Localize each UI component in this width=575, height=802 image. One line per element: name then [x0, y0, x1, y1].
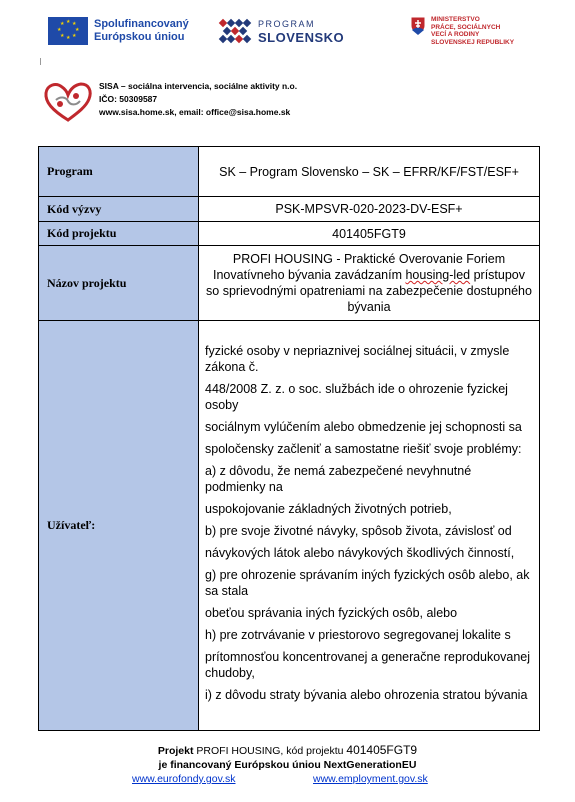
list-item: h) pre zotrvávanie v priestorovo segregovanej lokalite s — [205, 627, 511, 642]
eu-logo — [48, 17, 189, 45]
list-item: uspokojovanie základných životných potrieb, — [205, 501, 452, 516]
project-name-spellcheck-word: housing-led — [405, 268, 471, 282]
list-item: sociálnym vylúčením alebo obmedzenie jej schopnosti sa — [205, 419, 522, 434]
ministry-name: MINISTERSTVO PRÁCE, SOCIÁLNYCH VECÍ A RODINY SLOVENSKEJ REPUBLIKY — [431, 16, 515, 46]
organization-contact: www.sisa.home.sk, email: office@sisa.home.sk — [99, 107, 291, 117]
project-name-line4: bývania — [347, 300, 391, 314]
slovak-coat-of-arms-icon — [410, 16, 426, 36]
project-name-line2 — [199, 267, 539, 283]
list-item: 448/2008 Z. z. o soc. službách ide o ohrozenie fyzickej osoby — [205, 381, 508, 412]
organization-details — [99, 80, 297, 119]
row-project-code — [39, 222, 540, 246]
users-label-cell: Užívateľ: — [39, 321, 199, 731]
row-project-name — [39, 246, 540, 321]
eu-logo-text — [94, 18, 189, 44]
row-program — [39, 147, 540, 197]
call-code-value-cell: PSK-MPSVR-020-2023-DV-ESF+ — [199, 197, 540, 222]
program-slovensko-mark-icon — [218, 16, 252, 46]
sisa-heart-logo-icon — [42, 80, 94, 124]
footer-funding: je financovaný Európskou úniou NextGenerationEU — [158, 759, 417, 771]
project-name-line3: so sprievodnými opatreniami na zabezpečenie dostupného — [206, 284, 532, 298]
employment-link[interactable]: www.employment.gov.sk — [313, 773, 428, 785]
program-value-cell: SK – Program Slovensko – SK – EFRR/KF/FST/ESF+ — [199, 147, 540, 197]
list-item: prítomnosťou koncentrovanej a generačne reprodukovanej chudoby, — [205, 649, 531, 680]
list-item: i) z dôvodu straty bývania alebo ohrozenia stratou bývania — [205, 687, 528, 702]
footer-project-code: 401405FGT9 — [346, 743, 418, 757]
list-item: a) z dôvodu, že nemá zabezpečené nevyhnutné podmienky na — [205, 463, 472, 494]
list-item: obeťou správania iných fyzických osôb, alebo — [205, 605, 458, 620]
footer-project-name: PROFI HOUSING, kód projektu — [196, 745, 344, 757]
list-item: spoločensky začleniť a samostatne riešiť svoje problémy: — [205, 441, 522, 456]
footer-project-line — [0, 743, 575, 758]
page-footer — [0, 743, 575, 786]
organization-ico: IČO: 50309587 — [99, 94, 158, 104]
project-name-line1: PROFI HOUSING - Praktické Overovanie Foriem — [232, 252, 506, 266]
program-slovensko-text — [258, 18, 344, 44]
header-logos — [40, 10, 540, 55]
organization-name: SISA – sociálna intervencia, sociálne aktivity n.o. — [99, 81, 298, 91]
project-name-line2-end: prístupov — [470, 268, 525, 282]
eu-text-line2: Európskou úniou — [94, 31, 185, 43]
project-code-label-cell: Kód projektu — [39, 222, 199, 246]
list-item: fyzické osoby v nepriaznivej sociálnej situácii, v zmysle zákona č. — [205, 343, 510, 374]
list-item: g) pre ohrozenie správaním iných fyzických osôb alebo, ak sa stala — [205, 567, 530, 598]
ministry-logo — [410, 16, 514, 46]
project-code-value-cell: 401405FGT9 — [199, 222, 540, 246]
project-info-table — [38, 146, 540, 731]
call-code-label-cell: Kód výzvy — [39, 197, 199, 222]
eurofondy-link[interactable]: www.eurofondy.gov.sk — [132, 773, 236, 785]
footer-links — [0, 772, 575, 786]
users-value-cell — [199, 321, 540, 731]
row-call-code — [39, 197, 540, 222]
list-item: návykových látok alebo návykových škodlivých činností, — [205, 545, 515, 560]
project-name-value-cell — [199, 246, 540, 321]
program-label: PROGRAM — [258, 19, 316, 29]
project-name-label-cell: Názov projektu — [39, 246, 199, 321]
eu-text-line1: Spolufinancovaný — [94, 18, 189, 30]
row-users — [39, 321, 540, 731]
eu-flag-icon: ★ ★ ★ ★ ★ ★ ★ ★ — [48, 17, 88, 45]
program-label-cell: Program — [39, 147, 199, 197]
project-name-line2-start: Inovatívneho bývania zavádzaním — [212, 268, 406, 282]
program-slovensko-logo — [218, 16, 344, 46]
list-item: b) pre svoje životné návyky, spôsob života, závislosť od — [205, 523, 512, 538]
margin-marker — [40, 58, 41, 65]
footer-project-word: Projekt — [157, 745, 194, 757]
slovensko-label: SLOVENSKO — [258, 30, 345, 45]
